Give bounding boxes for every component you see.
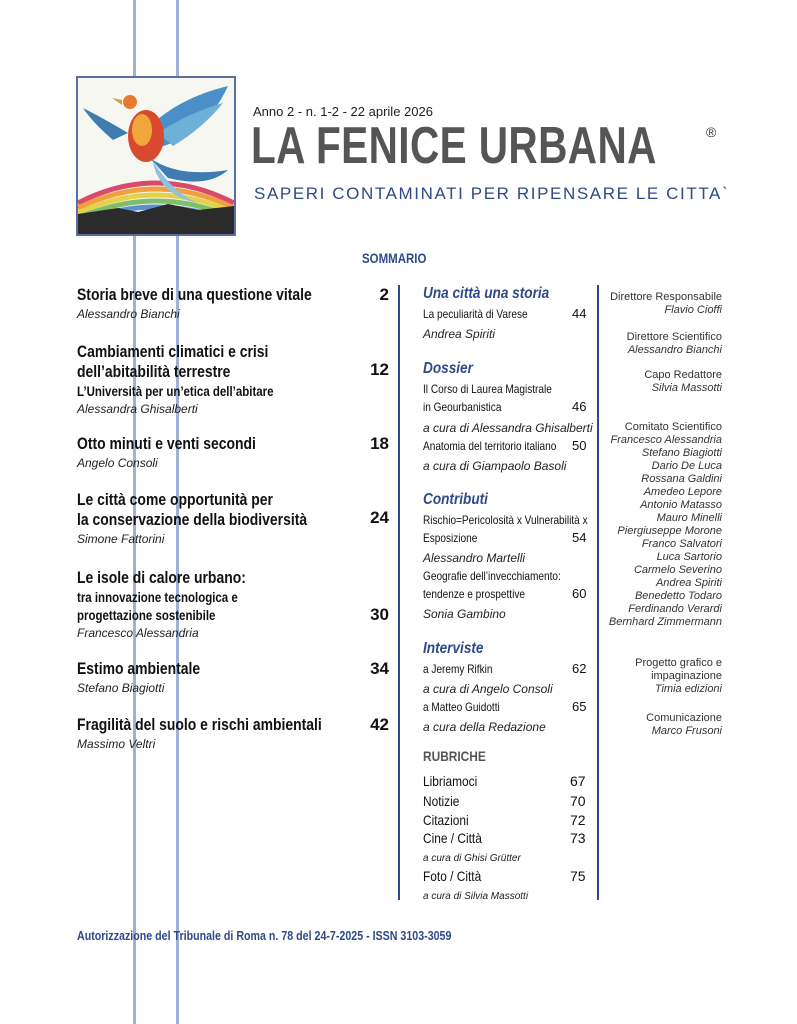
dossier-article-2-author: a cura di Giampaolo Basoli <box>423 459 567 473</box>
main-article-page: 12 <box>370 360 389 379</box>
main-article-author: Angelo Consoli <box>77 456 158 470</box>
comitato-member: Benedetto Todaro <box>634 590 722 602</box>
comitato-member: Mauro Minelli <box>656 512 722 524</box>
comitato-member: Franco Salvatori <box>641 538 722 550</box>
staff-name: Flavio Cioffi <box>664 304 722 316</box>
main-article-title: Fragilità del suolo e rischi ambientali <box>77 715 322 734</box>
rubrica-page: 70 <box>570 793 586 809</box>
comitato-member: Carmelo Severino <box>633 564 722 576</box>
main-article-author: Stefano Biagiotti <box>77 681 165 695</box>
magazine-tagline: SAPERI CONTAMINATI PER RIPENSARE LE CITTA` <box>254 184 730 203</box>
comitato-members <box>609 434 722 629</box>
contributi-article-2-title-line2: tendenze e prospettive <box>423 587 525 601</box>
staff-comunicazione <box>646 712 722 738</box>
staff-direttore-responsabile <box>610 291 722 317</box>
main-article-title: Le isole di calore urbano: <box>77 568 246 587</box>
contributi-article-1-author: Alessandro Martelli <box>423 551 526 565</box>
rubrica-label: Citazioni <box>423 812 469 828</box>
comitato-member: Dario De Luca <box>651 460 722 472</box>
main-article-page: 2 <box>379 285 389 304</box>
section-heading-storia: Una città una storia <box>423 285 550 302</box>
main-article <box>77 568 389 640</box>
comitato-member: Piergiuseppe Morone <box>617 525 722 537</box>
section-heading-contributi: Contributi <box>423 491 488 508</box>
interviste-2-title: a Matteo Guidotti <box>423 700 500 714</box>
staff-role: Comunicazione <box>646 712 722 724</box>
interviste-1-title: a Jeremy Rifkin <box>423 662 493 676</box>
main-article-page: 42 <box>370 715 389 734</box>
main-article-title: dell’abitabilità terrestre <box>77 362 231 381</box>
comitato-member: Amedeo Lepore <box>643 486 722 498</box>
rubrica-label: Foto / Città <box>423 868 482 884</box>
dossier-article-1-author: a cura di Alessandra Ghisalberti <box>423 421 593 435</box>
dossier-article-1-title-line1: Il Corso di Laurea Magistrale <box>423 382 552 396</box>
main-article-title: la conservazione della biodiversità <box>77 510 308 529</box>
main-article-author: Alessandro Bianchi <box>77 307 180 321</box>
main-article-author: Alessandra Ghisalberti <box>77 402 198 416</box>
interviste-2-page: 65 <box>572 699 587 714</box>
main-article-page: 34 <box>370 659 389 678</box>
main-article-subtitle: tra innovazione tecnologica e <box>77 589 238 605</box>
contributi-article-1-title-line1: Rischio=Pericolosità x Vulnerabilità x <box>423 513 588 527</box>
section-heading-dossier: Dossier <box>423 360 473 377</box>
main-article-page: 24 <box>370 508 389 527</box>
rubriche-foto-author: a cura di Silvia Massotti <box>423 891 529 902</box>
phoenix-logo <box>76 76 236 236</box>
main-article-title: Otto minuti e venti secondi <box>77 434 256 453</box>
rubrica-page: 72 <box>570 812 586 828</box>
interviste-1-author: a cura di Angelo Consoli <box>423 682 553 696</box>
staff-name: Alessandro Bianchi <box>627 344 722 356</box>
rubrica-label: Notizie <box>423 793 460 809</box>
storia-article-title: La peculiarità di Varese <box>423 307 528 321</box>
storia-article-author: Andrea Spiriti <box>423 327 496 341</box>
main-article <box>77 342 389 416</box>
contributi-article-2-author: Sonia Gambino <box>423 607 506 621</box>
comitato-member: Andrea Spiriti <box>655 577 722 589</box>
staff-comitato-scientifico <box>609 421 722 629</box>
main-article <box>77 434 389 470</box>
staff-progetto-grafico <box>635 657 722 696</box>
main-article-title: Le città come opportunità per <box>77 490 273 509</box>
staff-capo-redattore <box>644 369 722 395</box>
comitato-member: Francesco Alessandria <box>610 434 722 446</box>
issue-info: Anno 2 - n. 1-2 - 22 aprile 2026 <box>253 104 433 119</box>
rubrica-page: 73 <box>570 830 586 846</box>
main-article-title: Estimo ambientale <box>77 659 201 678</box>
main-article-title: Cambiamenti climatici e crisi <box>77 342 269 361</box>
sommario-heading: SOMMARIO <box>362 250 427 266</box>
storia-article-page: 44 <box>572 306 587 321</box>
rubrica-page: 75 <box>570 868 586 884</box>
comitato-member: Bernhard Zimmermann <box>608 616 722 628</box>
staff-role: Capo Redattore <box>644 369 722 381</box>
comitato-member: Rossana Galdini <box>641 473 722 485</box>
staff-role: impaginazione <box>651 670 722 682</box>
rubrica-label: Libriamoci <box>423 773 478 789</box>
main-article-title: Storia breve di una questione vitale <box>77 285 312 304</box>
rubrica-page: 67 <box>570 773 586 789</box>
dossier-article-2-page: 50 <box>572 438 587 453</box>
magazine-title: LA FENICE URBANA <box>251 117 657 175</box>
dossier-article-2-title: Anatomia del territorio italiano <box>423 439 557 453</box>
staff-name: Marco Frusoni <box>651 725 722 737</box>
staff-role: Direttore Scientifico <box>626 331 722 343</box>
column-divider-right <box>597 285 599 900</box>
section-heading-interviste: Interviste <box>423 640 484 657</box>
staff-role: Direttore Responsabile <box>610 291 722 303</box>
dossier-article-1-page: 46 <box>572 399 587 414</box>
main-article-page: 30 <box>370 605 389 624</box>
staff-role: Progetto grafico e <box>635 657 722 669</box>
comitato-member: Antonio Matasso <box>640 499 722 511</box>
main-article-subtitle: L’Università per un’etica dell’abitare <box>77 383 274 399</box>
registered-mark: ® <box>706 124 717 140</box>
contributi-article-1-title-line2: Esposizione <box>423 531 478 545</box>
main-article <box>77 659 389 695</box>
main-article <box>77 490 389 546</box>
contributi-article-2-title-line1: Geografie dell’invecchiamento: <box>423 569 561 583</box>
contributi-article-1-page: 54 <box>572 530 587 545</box>
footer-authorization: Autorizzazione del Tribunale di Roma n. 78 del 24-7-2025 - ISSN 3103-3059 <box>77 928 452 943</box>
comitato-member: Stefano Biagiotti <box>641 447 722 459</box>
dossier-article-1-title-line2: in Geourbanistica <box>423 400 502 414</box>
main-article-author: Simone Fattorini <box>77 532 165 546</box>
contributi-article-2-page: 60 <box>572 586 587 601</box>
staff-direttore-scientifico <box>627 331 722 357</box>
staff-name: Timia edizioni <box>654 683 722 695</box>
rubriche-cine-author: a cura di Ghisi Grütter <box>423 853 521 864</box>
interviste-1-page: 62 <box>572 661 587 676</box>
phoenix-mosaic-image <box>78 78 234 234</box>
main-article <box>77 285 389 321</box>
main-article-page: 18 <box>370 434 389 453</box>
comitato-member: Ferdinando Verardi <box>628 603 722 615</box>
staff-role: Comitato Scientifico <box>624 421 722 433</box>
column-divider-middle <box>398 285 400 900</box>
rubriche-heading: RUBRICHE <box>423 748 486 764</box>
interviste-2-author: a cura della Redazione <box>423 720 546 734</box>
comitato-member: Luca Sartorio <box>656 551 722 563</box>
main-article <box>77 715 389 751</box>
main-article-author: Francesco Alessandria <box>77 626 199 640</box>
main-article-author: Massimo Veltri <box>77 737 156 751</box>
rubrica-label: Cine / Città <box>423 830 482 846</box>
staff-name: Silvia Massotti <box>651 382 722 394</box>
main-article-subtitle: progettazione sostenibile <box>77 607 216 623</box>
